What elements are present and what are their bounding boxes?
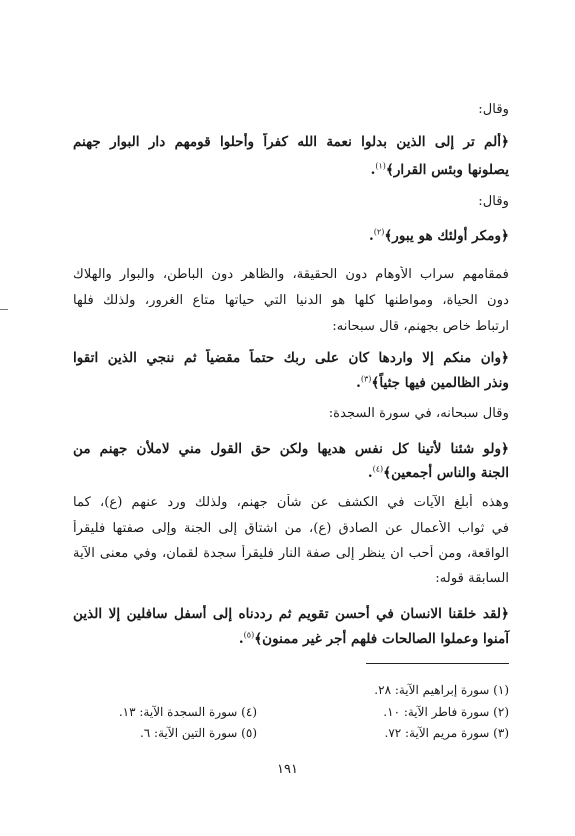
verse-text: الجنة والناس أجمعين﴾ bbox=[383, 465, 509, 481]
period: . bbox=[356, 375, 361, 391]
verse-text: ونذر الظالمين فيها جثياً﴾ bbox=[371, 375, 509, 391]
verse-line-5 bbox=[356, 374, 509, 392]
text-line-2: وقال: bbox=[478, 194, 509, 209]
footnote-5: (٥) سورة التين الآية: ٦. bbox=[139, 726, 257, 740]
verse-line-6: ﴿ولو شئنا لأتينا كل نفس هديها ولكن حق القول مني لاملأن جهنم من bbox=[73, 441, 509, 457]
footnote-divider bbox=[366, 663, 509, 664]
verse-line-4: ﴿وان منكم إلا واردها كان على ربك حتماً مقضياً ثم ننجي الذين اتقوا bbox=[73, 350, 509, 366]
paragraph-line-3: ارتباط خاص بجهنم، قال سبحانه: bbox=[332, 319, 509, 334]
footnote-marker-5: (٥) bbox=[243, 630, 255, 640]
footnote-4: (٤) سورة السجدة الآية: ١٣. bbox=[118, 705, 257, 719]
paragraph-line-4: وهذه أبلغ الآيات في الكشف عن شأن جهنم، ولذلك ورد عنهم (ع)، كما bbox=[73, 495, 509, 510]
paragraph-line-7: السابقة قوله: bbox=[435, 571, 509, 586]
verse-line-2 bbox=[371, 161, 509, 179]
footnote-marker-3: (٣) bbox=[360, 374, 372, 384]
footnote-1: (١) سورة إبراهيم الآية: ٢٨. bbox=[374, 683, 509, 697]
paragraph-line-1: فمقامهم سراب الأوهام دون الحقيقة، والظاهر دون الباطن، والبوار والهلاك bbox=[73, 267, 509, 282]
verse-text: ﴿ومكر أولئك هو يبور﴾ bbox=[384, 228, 509, 244]
verse-line-3 bbox=[369, 227, 509, 245]
period: . bbox=[369, 228, 374, 244]
verse-text: يصلونها وبئس القرار﴾ bbox=[385, 162, 509, 178]
paragraph-line-5: في ثواب الأعمال عن الصادق (ع)، من اشتاق إلى الجنة وإلى صفتها فليقرأ bbox=[73, 521, 509, 536]
period: . bbox=[370, 162, 376, 178]
text-line-1: وقال: bbox=[478, 102, 509, 117]
period: . bbox=[367, 465, 373, 481]
footnote-marker-1: (١) bbox=[375, 161, 386, 171]
verse-text: آمنوا وعملوا الصالحات فلهم أجر غير ممنون﴾ bbox=[254, 631, 509, 647]
verse-line-7 bbox=[368, 464, 509, 482]
text-line-3: وقال سبحانه، في سورة السجدة: bbox=[328, 406, 509, 421]
period: . bbox=[238, 631, 244, 647]
paragraph-line-2: دون الحياة، ومواطنها كلها هو الدنيا التي حياتها متاع الغرور، ولذلك فلها bbox=[73, 293, 509, 308]
footnote-3: (٣) سورة مريم الآية: ٧٢. bbox=[384, 726, 509, 740]
verse-line-1: ﴿ألم تر إلى الذين بدلوا نعمة الله كفراً وأحلوا قومهم دار البوار جهنم bbox=[73, 134, 509, 150]
footnote-marker-4: (٤) bbox=[372, 464, 384, 474]
verse-line-9 bbox=[239, 630, 509, 648]
verse-line-8: ﴿لقد خلقنا الانسان في أحسن تقويم ثم رددناه إلى أسفل سافلين إلا الذين bbox=[73, 606, 509, 622]
footnote-marker-2: (٢) bbox=[373, 227, 385, 237]
page-number: ١٩١ bbox=[277, 762, 298, 777]
paragraph-line-6: الواقعة، ومن أحب ان ينظر إلى صفة النار فليقرأ سجدة لقمان، وفي معنى الآية bbox=[73, 546, 509, 561]
footnote-2: (٢) سورة فاطر الآية: ١٠. bbox=[383, 705, 509, 719]
margin-tick bbox=[0, 309, 8, 310]
